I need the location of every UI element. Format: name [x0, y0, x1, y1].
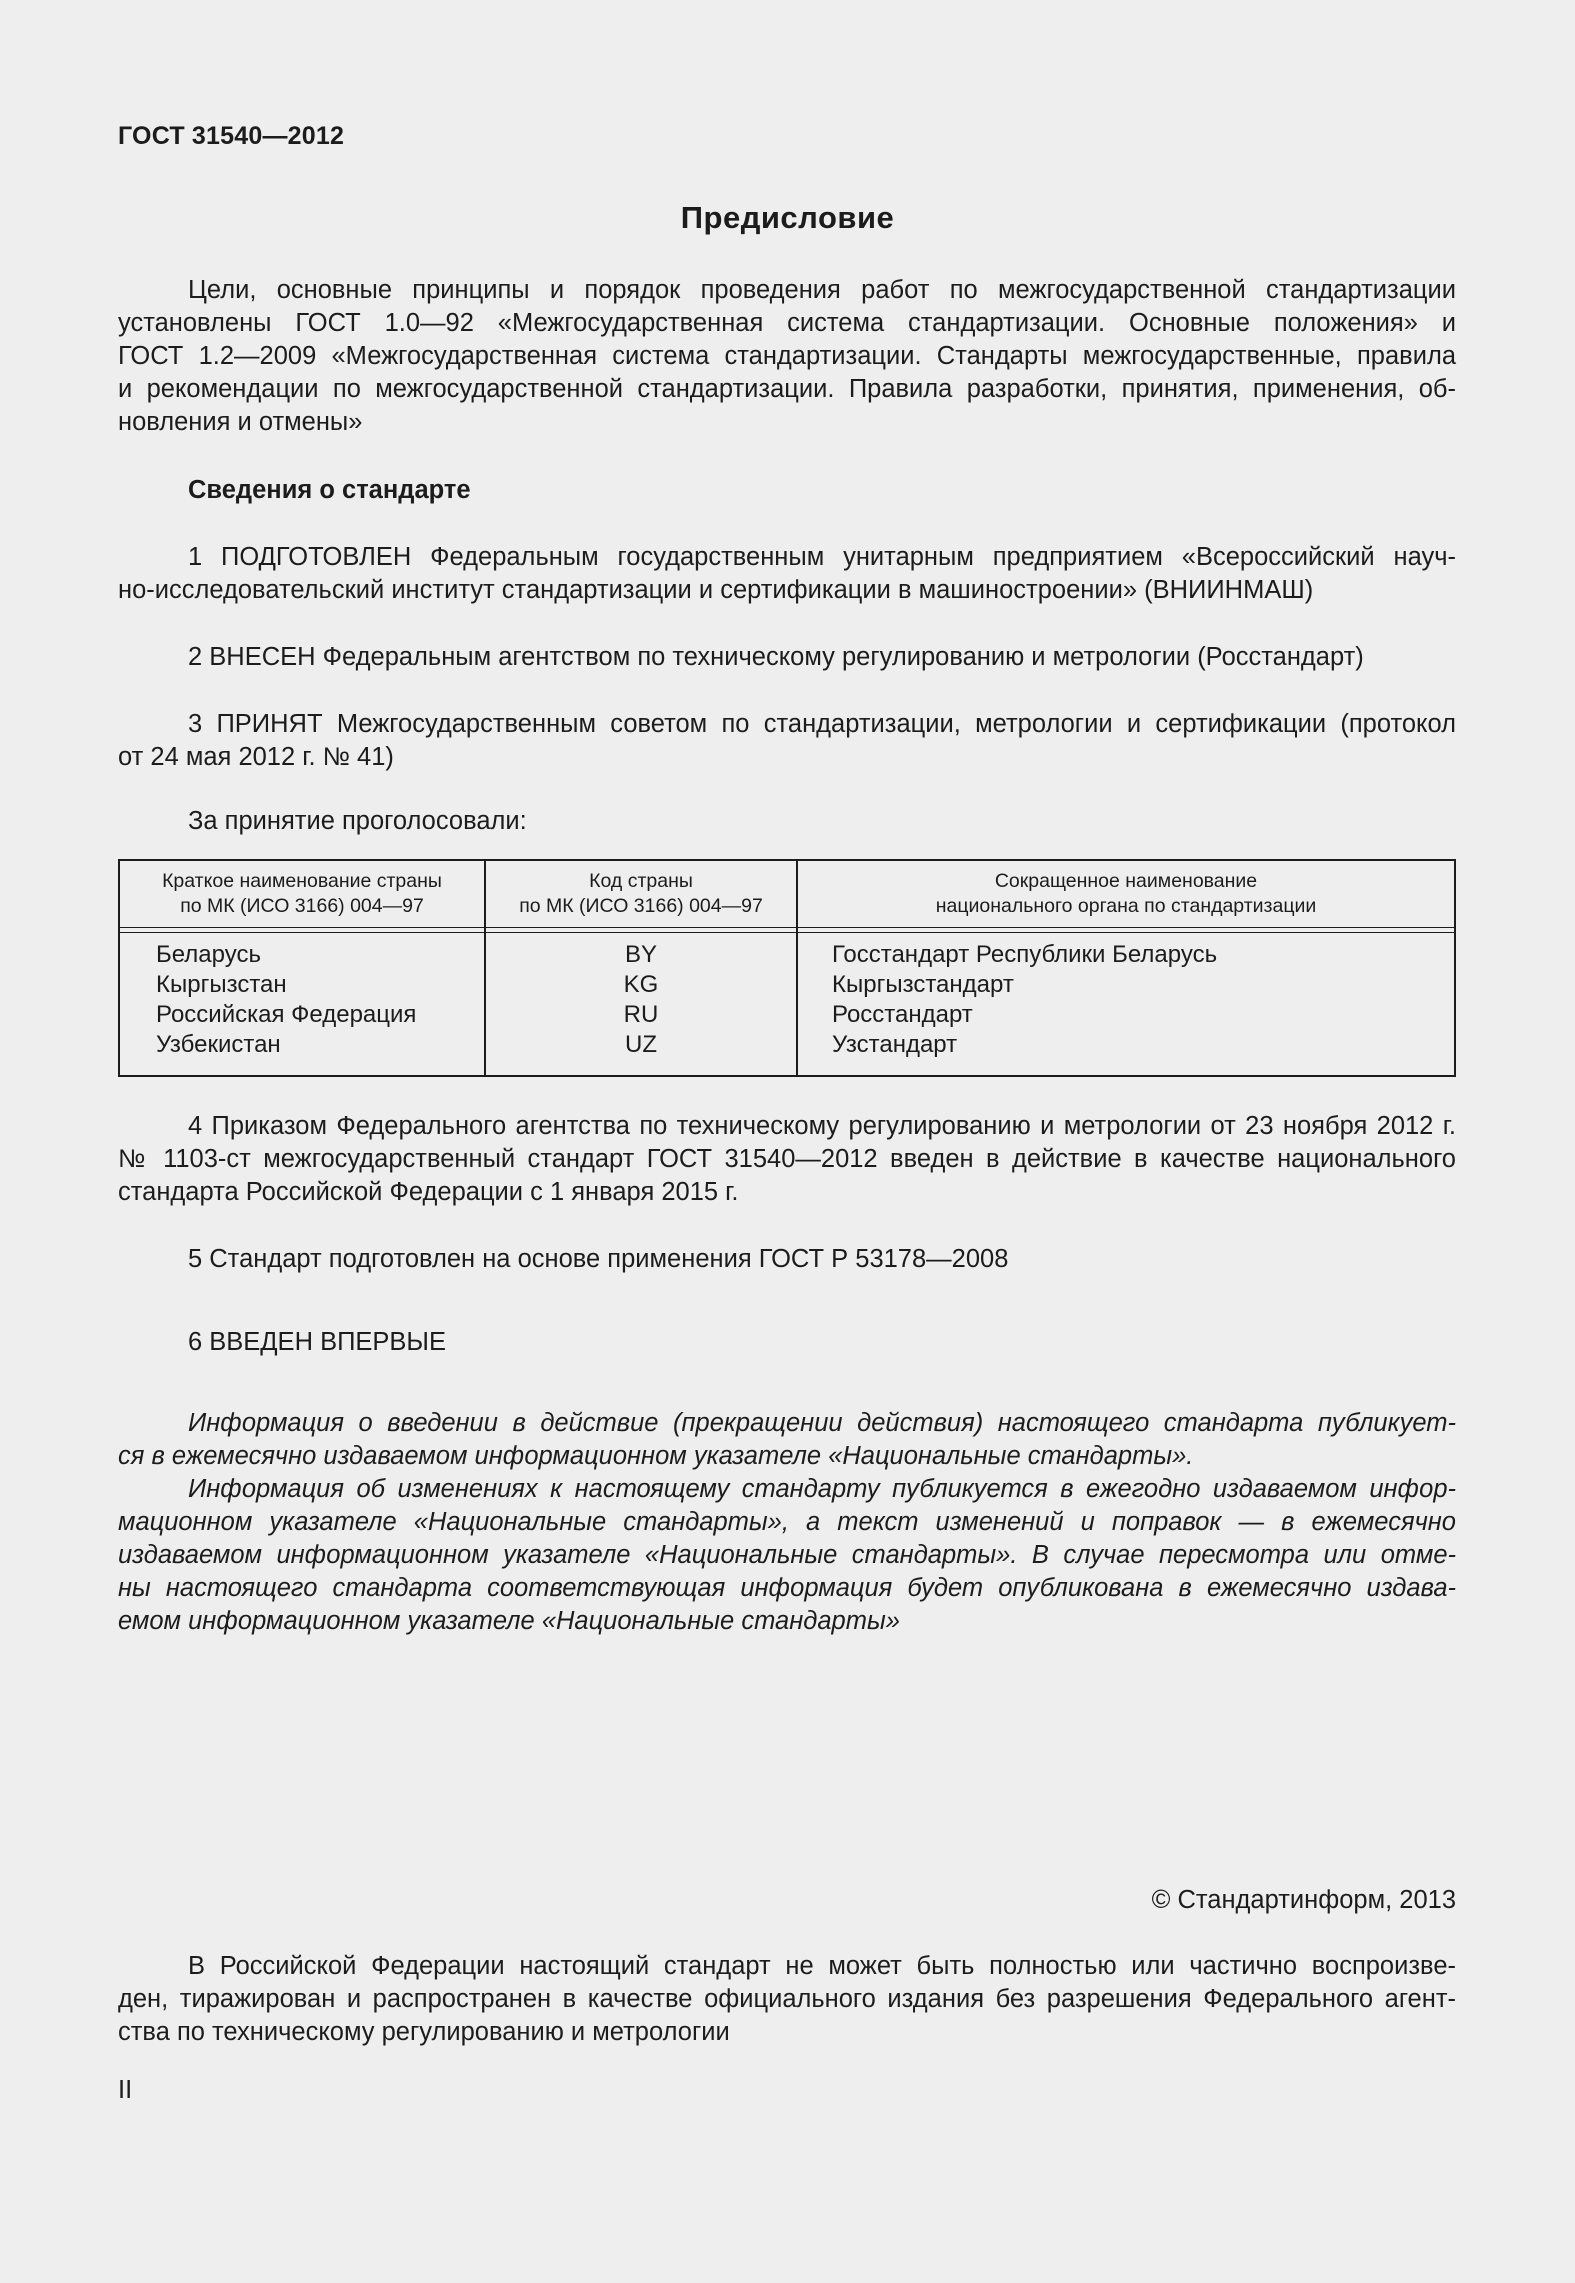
voted-label: За принятие проголосовали:: [188, 807, 527, 835]
item-4-line: № 1103-ст межгосударственный стандарт ГОСТ 31540—2012 введен в действие в качестве национального: [118, 1145, 1456, 1173]
table-column-country: [156, 940, 416, 1060]
table-cell: Росстандарт: [832, 1001, 973, 1028]
table-cell: RU: [623, 1001, 659, 1028]
item-3-line: от 24 мая 2012 г. № 41): [118, 743, 394, 771]
rights-line: В Российской Федерации настоящий стандарт не может быть полностью или частично воспроизве-: [188, 1952, 1456, 1980]
rights-line: ден, тиражирован и распространен в качестве официального издания без разрешения Федерального агент-: [118, 1985, 1456, 2013]
info-paragraph-1: [118, 1407, 1456, 1473]
item-5: 5 Стандарт подготовлен на основе применения ГОСТ Р 53178—2008: [188, 1245, 1009, 1273]
intro-paragraph: [118, 274, 1456, 439]
intro-line: новления и отмены»: [118, 408, 363, 436]
item-1: [118, 541, 1456, 607]
rights-line: ства по техническому регулированию и метрологии: [118, 2018, 730, 2046]
table-cell: Кыргызстан: [156, 971, 287, 998]
info-line: мационном указателе «Национальные стандарты», а текст изменений и поправок — в ежемесячно: [118, 1508, 1456, 1536]
item-4-line: стандарта Российской Федерации с 1 января 2015 г.: [118, 1178, 739, 1206]
info-line: Информация о введении в действие (прекращении действия) настоящего стандарта публикует-: [188, 1409, 1456, 1437]
item-2: 2 ВНЕСЕН Федеральным агентством по техническому регулированию и метрологии (Росстандарт): [188, 643, 1364, 671]
table-header-code: Код страны по МК (ИСО 3166) 004—97: [519, 870, 763, 917]
intro-line: ГОСТ 1.2—2009 «Межгосударственная система стандартизации. Стандарты межгосударственные, правила: [118, 342, 1456, 370]
table-cell: Кыргызстандарт: [832, 971, 1014, 998]
page-title: Предисловие: [680, 200, 895, 235]
item-4-line: 4 Приказом Федерального агентства по техническому регулированию и метрологии от 23 ноября 2012 г.: [188, 1112, 1456, 1140]
info-line: ся в ежемесячно издаваемом информационном указателе «Национальные стандарты».: [118, 1442, 1194, 1470]
rights-paragraph: [118, 1950, 1456, 2049]
table-cell: Беларусь: [156, 941, 261, 968]
copyright: © Стандартинформ, 2013: [1151, 1886, 1456, 1914]
table-cell: UZ: [625, 1031, 657, 1058]
table-cell: Госстандарт Республики Беларусь: [832, 941, 1218, 968]
table-header-organ: Сокращенное наименование национального органа по стандартизации: [935, 870, 1317, 917]
info-paragraph-2: [118, 1473, 1456, 1638]
item-3: [118, 708, 1456, 774]
document-id: ГОСТ 31540—2012: [118, 122, 345, 150]
item-3-line: 3 ПРИНЯТ Межгосударственным советом по стандартизации, метрологии и сертификации (протокол: [188, 710, 1456, 738]
intro-line: и рекомендации по межгосударственной стандартизации. Правила разработки, принятия, применения, об-: [118, 375, 1456, 403]
table-cell: KG: [623, 971, 659, 998]
intro-line: установлены ГОСТ 1.0—92 «Межгосударственная система стандартизации. Основные положения» и: [118, 309, 1456, 337]
table-cell: BY: [624, 941, 657, 968]
info-line: Информация об изменениях к настоящему стандарту публикуется в ежегодно издаваемом инфор-: [188, 1475, 1456, 1503]
info-line: ны настоящего стандарта соответствующая информация будет опубликована в ежемесячно издава-: [118, 1574, 1456, 1602]
info-line: емом информационном указателе «Национальные стандарты»: [118, 1607, 900, 1635]
page-number: II: [118, 2076, 133, 2104]
item-1-line: 1 ПОДГОТОВЛЕН Федеральным государственным унитарным предприятием «Всероссийский науч-: [188, 543, 1456, 571]
table-header-country: Краткое наименование страны по МК (ИСО 3166) 004—97: [162, 870, 442, 917]
vote-table: [118, 859, 1456, 1077]
item-6: 6 ВВЕДЕН ВПЕРВЫЕ: [188, 1328, 447, 1356]
header-divider: [120, 932, 1454, 933]
table-column-code: [486, 940, 796, 1060]
item-4: [118, 1110, 1456, 1209]
intro-line: Цели, основные принципы и порядок проведения работ по межгосударственной стандартизации: [188, 276, 1456, 304]
table-column-organ: [832, 940, 1217, 1060]
table-cell: Узбекистан: [156, 1031, 281, 1058]
table-cell: Узстандарт: [832, 1031, 958, 1058]
header-divider: [120, 927, 1454, 928]
table-cell: Российская Федерация: [156, 1001, 417, 1028]
item-1-line: но-исследовательский институт стандартизации и сертификации в машиностроении» (ВНИИНМАШ): [118, 576, 1314, 604]
section-heading: Сведения о стандарте: [188, 476, 471, 504]
info-line: издаваемом информационном указателе «Национальные стандарты». В случае пересмотра или отме-: [118, 1541, 1456, 1569]
